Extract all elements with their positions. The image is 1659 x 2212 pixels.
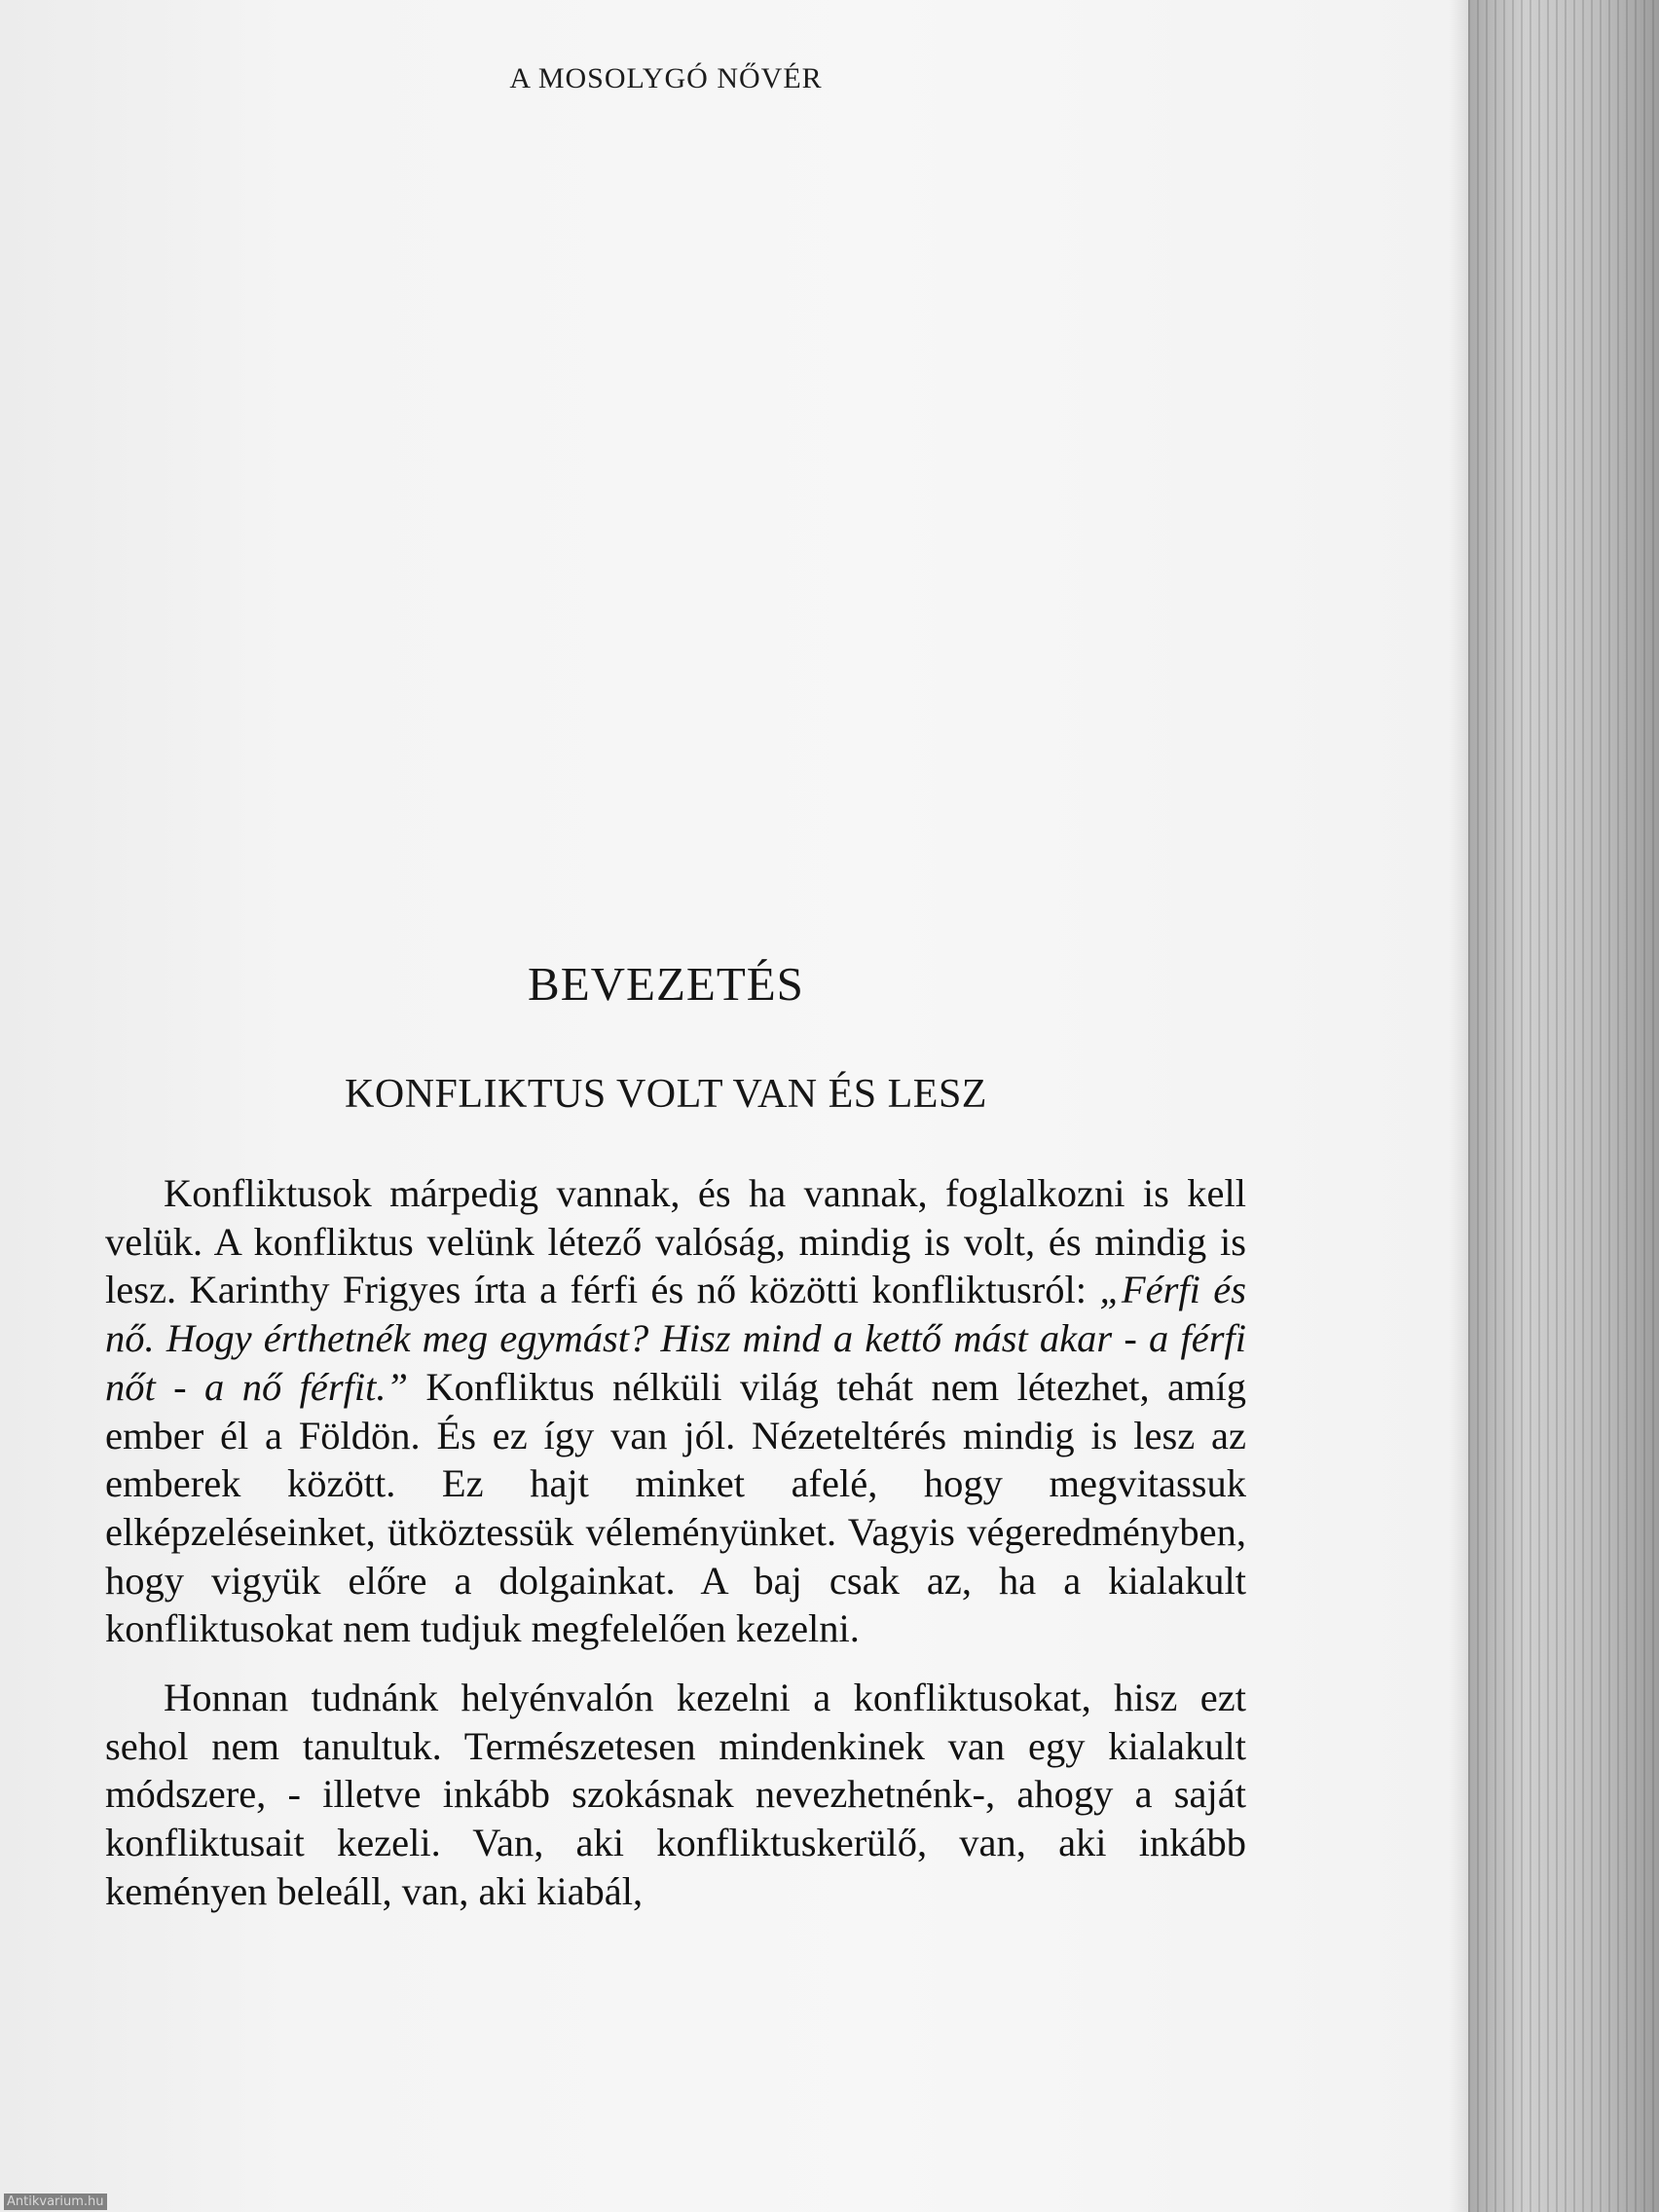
paragraph-2: Honnan tudnánk helyénvalón kezelni a konfliktusokat, hisz ezt sehol nem tanultuk. Természetesen mindenkinek van egy kialakult módszere, - illetve inkább szokásnak nevezhetnénk-, ahogy a saját konfliktusait kezeli. Van, aki konfliktuskerülő, van, aki inkább keményen beleáll, van, aki kiabál,: [105, 1676, 1246, 1913]
paragraph-1: [105, 1169, 1246, 1653]
paragraph-1-intro: Konfliktusok márpedig vannak, és ha vannak, foglalkozni is kell velük. A konfliktus velünk létező valóság, mindig is volt, és mindig is lesz. Karinthy Frigyes írta a férfi és nő közötti konfliktusról:: [105, 1171, 1246, 1312]
karinthy-quote: „Férfi és nő. Hogy érthetnék meg egymást? Hisz mind a kettő mást akar - a férfi nőt - a nő férfit.”: [105, 1268, 1246, 1409]
page-edge-shadow: [1449, 0, 1468, 2212]
book-fore-edge: [1468, 0, 1659, 2212]
chapter-subtitle: KONFLIKTUS VOLT VAN ÉS LESZ: [345, 1072, 987, 1117]
paragraph-1-rest: Konfliktus nélküli világ tehát nem létezhet, amíg ember él a Földön. És ez így van jól. Nézeteltérés mindig is lesz az emberek között. Ez hajt minket afelé, hogy megvitassuk elképzeléseinket, ütköztessük véleményünket. Vagyis végeredményben, hogy vigyük előre a dolgainkat. A baj csak az, ha a kialakult konfliktusokat nem tudjuk megfelelően kezelni.: [105, 1364, 1246, 1651]
running-head: A MOSOLYGÓ NŐVÉR: [509, 62, 823, 94]
chapter-title: BEVEZETÉS: [528, 957, 804, 1011]
bleed-through-text: [105, 180, 1235, 229]
body-text: [105, 1169, 1246, 1916]
watermark: Antikvarium.hu: [4, 2194, 107, 2210]
